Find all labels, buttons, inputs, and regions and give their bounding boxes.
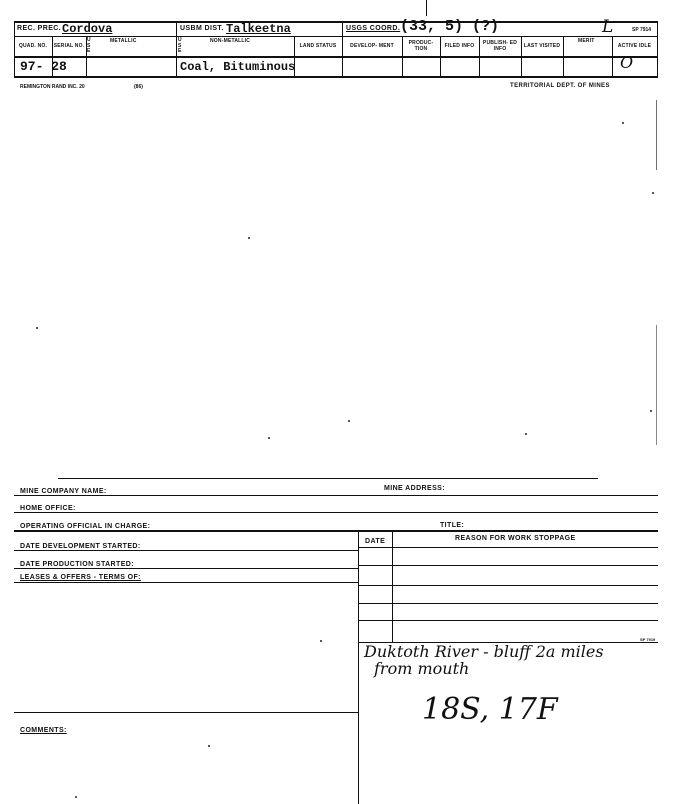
top-right-mark: L	[602, 17, 614, 37]
col-development: DEVELOP- MENT	[350, 42, 394, 49]
form-number-small: SP 7919	[640, 637, 656, 642]
right-edge-line-lower	[656, 325, 657, 445]
bottom-form	[0, 460, 678, 804]
col-active-idle: ACTIVE IDLE	[617, 42, 652, 49]
col-non-metallic: NON-METALLIC	[210, 38, 251, 44]
usbm-dist-value: Talkeetna	[226, 22, 291, 36]
handwritten-note-line2: from mouth	[374, 659, 470, 678]
form-number: SP 7914	[632, 27, 652, 33]
leases-label: LEASES & OFFERS - TERMS OF:	[20, 574, 141, 581]
usgs-coord-value: (33, 5) (?)	[400, 18, 500, 35]
col-use-metallic: U S E	[87, 37, 91, 54]
comments-label: COMMENTS:	[20, 727, 67, 734]
rec-prec-label: REC. PREC.	[17, 25, 62, 32]
reason-stoppage-label: REASON FOR WORK STOPPAGE	[455, 535, 576, 542]
usbm-dist-label: USBM DIST.	[180, 25, 224, 32]
printer-line: REMINGTON RAND INC. 20	[20, 84, 85, 90]
col-filed-info: FILED INFO	[444, 42, 475, 49]
col-use-nonmetallic: U S E	[178, 37, 182, 54]
date-production-label: DATE PRODUCTION STARTED:	[20, 561, 134, 568]
top-record-table	[0, 0, 678, 100]
handwritten-location: 18S, 17F	[422, 692, 558, 727]
home-office-label: HOME OFFICE:	[20, 505, 76, 512]
usgs-coord-label: USGS COORD.	[346, 25, 401, 32]
col-serial-no: SERIAL NO.	[53, 42, 85, 49]
mine-address-label: MINE ADDRESS:	[384, 485, 445, 492]
department-line: TERRITORIAL DEPT. OF MINES	[510, 83, 610, 89]
date-development-label: DATE DEVELOPMENT STARTED:	[20, 543, 141, 550]
col-metallic: METALLIC	[110, 38, 137, 44]
col-last-visited: LAST VISITED	[523, 42, 561, 49]
col-production: PRODUC- TION	[408, 40, 434, 52]
quad-serial-value: 97- 28	[20, 59, 67, 74]
col-merit: MERIT	[578, 38, 595, 44]
operating-official-label: OPERATING OFFICIAL IN CHARGE:	[20, 523, 151, 530]
handwritten-note-line1: Duktoth River - bluff 2a miles	[364, 642, 604, 661]
title-label: TITLE:	[440, 522, 465, 529]
rec-prec-value: Cordova	[62, 22, 113, 36]
mine-company-name-label: MINE COMPANY NAME:	[20, 488, 107, 495]
col-land-status: LAND STATUS	[299, 42, 337, 49]
date-col-label: DATE	[365, 538, 386, 545]
active-mark: O	[620, 53, 634, 72]
col-published-info: PUBLISH- ED INFO	[482, 40, 518, 52]
right-edge-line	[656, 100, 657, 170]
code-line: (86)	[134, 84, 143, 90]
non-metallic-value: Coal, Bituminous	[180, 60, 296, 74]
col-quad-no: QUAD. NO.	[18, 42, 48, 49]
